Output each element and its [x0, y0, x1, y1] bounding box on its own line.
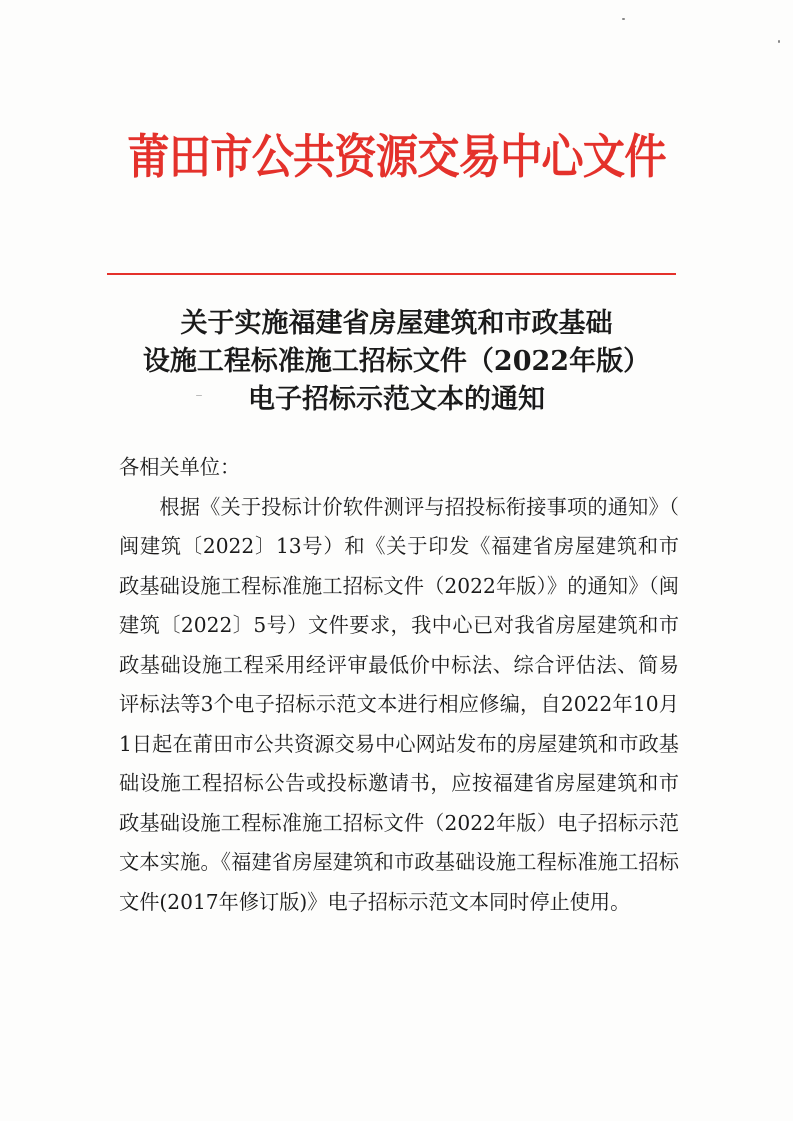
- document-title: [60, 305, 733, 419]
- scan-speck: [622, 18, 625, 20]
- body-paragraph: 根据《关于投标计价软件测评与招投标衔接事项的通知》（闽建筑〔2022〕13号）和《关于印发《福建省房屋建筑和市政基础设施工程标准施工招标文件（2022年版）》的通知》（闽建筑〔2022〕5号）文件要求，我中心已对我省房屋建筑和市政基础设施工程采用经评审最低价中标法、综合评估法、简易评标法等3个电子招标示范文本进行相应修编，自2022年10月1日起在莆田市公共资源交易中心网站发布的房屋建筑和市政基础设施工程招标公告或投标邀请书，应按福建省房屋建筑和市政基础设施工程标准施工招标文件（2022年版）电子招标示范文本实施。《福建省房屋建筑和市政基础设施工程标准施工招标文件(2017年修订版)》电子招标示范文本同时停止使用。: [119, 494, 679, 914]
- title-line-2: 设施工程标准施工招标文件（2022年版）: [142, 346, 651, 377]
- salutation: 各相关单位：: [119, 455, 241, 479]
- red-divider-line: [107, 273, 676, 275]
- title-line-3: 电子招标示范文本的通知: [248, 384, 545, 415]
- masthead-title: 莆田市公共资源交易中心文件: [127, 130, 666, 185]
- document-body: [119, 448, 679, 922]
- title-line-1: 关于实施福建省房屋建筑和市政基础: [180, 308, 613, 339]
- scan-speck: [196, 395, 202, 396]
- scan-speck: [778, 40, 780, 43]
